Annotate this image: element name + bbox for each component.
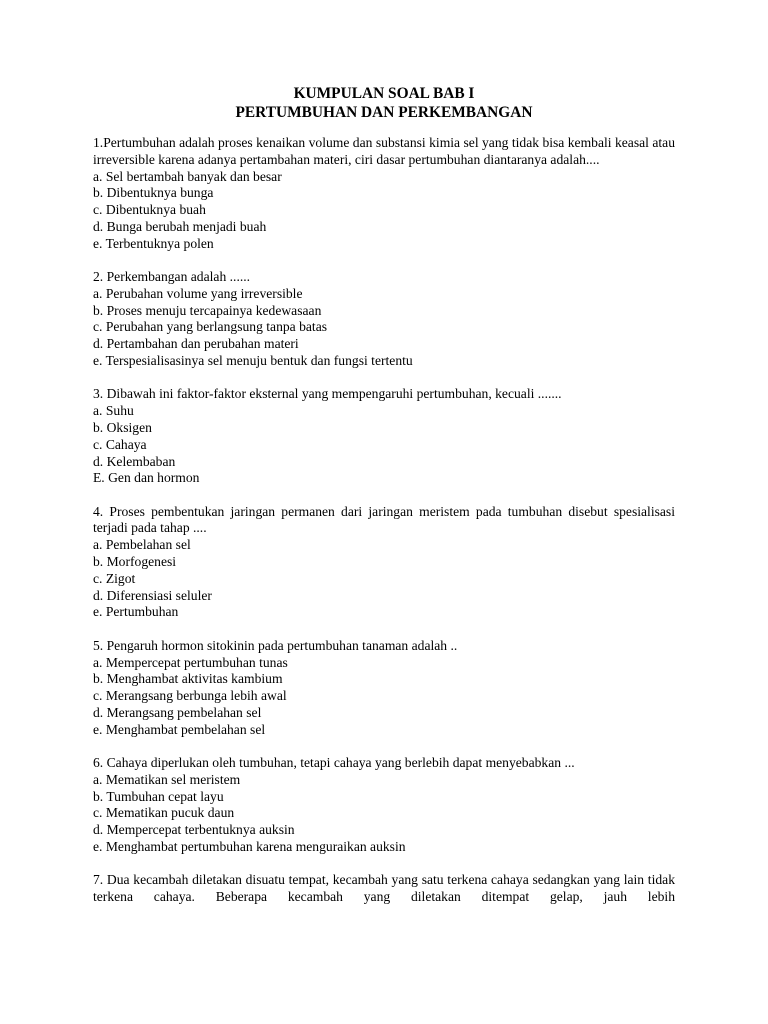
question-1 xyxy=(93,135,675,253)
question-text: 7. Dua kecambah diletakan disuatu tempat, kecambah yang satu terkena cahaya sedangkan yang lain tidak terkena cahaya. Beberapa kecambah yang diletakan ditempat gelap, jauh lebih xyxy=(93,872,675,905)
option-c: c. Merangsang berbunga lebih awal xyxy=(93,688,287,704)
option-e: e. Terspesialisasinya sel menuju bentuk dan fungsi tertentu xyxy=(93,353,413,369)
option-b: b. Dibentuknya bunga xyxy=(93,185,214,201)
question-text: 3. Dibawah ini faktor-faktor eksternal yang mempengaruhi pertumbuhan, kecuali ....... xyxy=(93,386,562,402)
document-subtitle: PERTUMBUHAN DAN PERKEMBANGAN xyxy=(235,104,533,121)
option-d: d. Kelembaban xyxy=(93,453,176,469)
question-text: 5. Pengaruh hormon sitokinin pada pertumbuhan tanaman adalah .. xyxy=(93,637,458,653)
option-b: b. Tumbuhan cepat layu xyxy=(93,788,224,804)
option-a: a. Pembelahan sel xyxy=(93,537,191,553)
option-a: a. Mempercepat pertumbuhan tunas xyxy=(93,654,288,670)
option-c: c. Cahaya xyxy=(93,436,147,452)
option-d: d. Mempercepat terbentuknya auksin xyxy=(93,822,295,838)
option-d: d. Merangsang pembelahan sel xyxy=(93,704,262,720)
option-a: a. Suhu xyxy=(93,403,134,419)
option-a: a. Sel bertambah banyak dan besar xyxy=(93,168,282,184)
option-c: c. Dibentuknya buah xyxy=(93,202,206,218)
option-c: c. Zigot xyxy=(93,570,136,586)
question-3 xyxy=(93,386,675,487)
option-d: d. Bunga berubah menjadi buah xyxy=(93,218,267,234)
question-text: 6. Cahaya diperlukan oleh tumbuhan, tetapi cahaya yang berlebih dapat menyebabkan ... xyxy=(93,755,575,770)
question-2 xyxy=(93,269,675,370)
option-d: d. Pertambahan dan perubahan materi xyxy=(93,336,299,352)
option-c: c. Mematikan pucuk daun xyxy=(93,805,235,821)
option-e: e. Menghambat pembelahan sel xyxy=(93,721,266,737)
option-b: b. Oksigen xyxy=(93,419,152,435)
option-a: a. Perubahan volume yang irreversible xyxy=(93,285,303,301)
option-e: e. Pertumbuhan xyxy=(93,604,179,620)
title-block xyxy=(93,84,675,122)
question-text: 2. Perkembangan adalah ...... xyxy=(93,269,251,285)
option-c: c. Perubahan yang berlangsung tanpa batas xyxy=(93,319,328,335)
option-b: b. Morfogenesi xyxy=(93,554,177,570)
option-e: E. Gen dan hormon xyxy=(93,470,200,486)
question-5 xyxy=(93,638,675,739)
document-title: KUMPULAN SOAL BAB I xyxy=(293,85,475,102)
question-text: 4. Proses pembentukan jaringan permanen dari jaringan meristem pada tumbuhan disebut spesialisasi terjadi pada tahap .... xyxy=(93,503,675,536)
option-d: d. Diferensiasi seluler xyxy=(93,587,212,603)
question-4 xyxy=(93,504,675,622)
document-page xyxy=(93,84,675,922)
question-text: 1.Pertumbuhan adalah proses kenaikan volume dan substansi kimia sel yang tidak bisa kembali keasal atau irreversible karena adanya pertambahan materi, ciri dasar pertumbuhan diantaranya adalah.... xyxy=(93,135,675,167)
option-b: b. Menghambat aktivitas kambium xyxy=(93,671,283,687)
option-b: b. Proses menuju tercapainya kedewasaan xyxy=(93,302,322,318)
question-7 xyxy=(93,872,675,906)
question-6 xyxy=(93,755,675,856)
option-e: e. Terbentuknya polen xyxy=(93,235,214,251)
option-a: a. Mematikan sel meristem xyxy=(93,771,241,787)
option-e: e. Menghambat pertumbuhan karena menguraikan auksin xyxy=(93,838,406,854)
